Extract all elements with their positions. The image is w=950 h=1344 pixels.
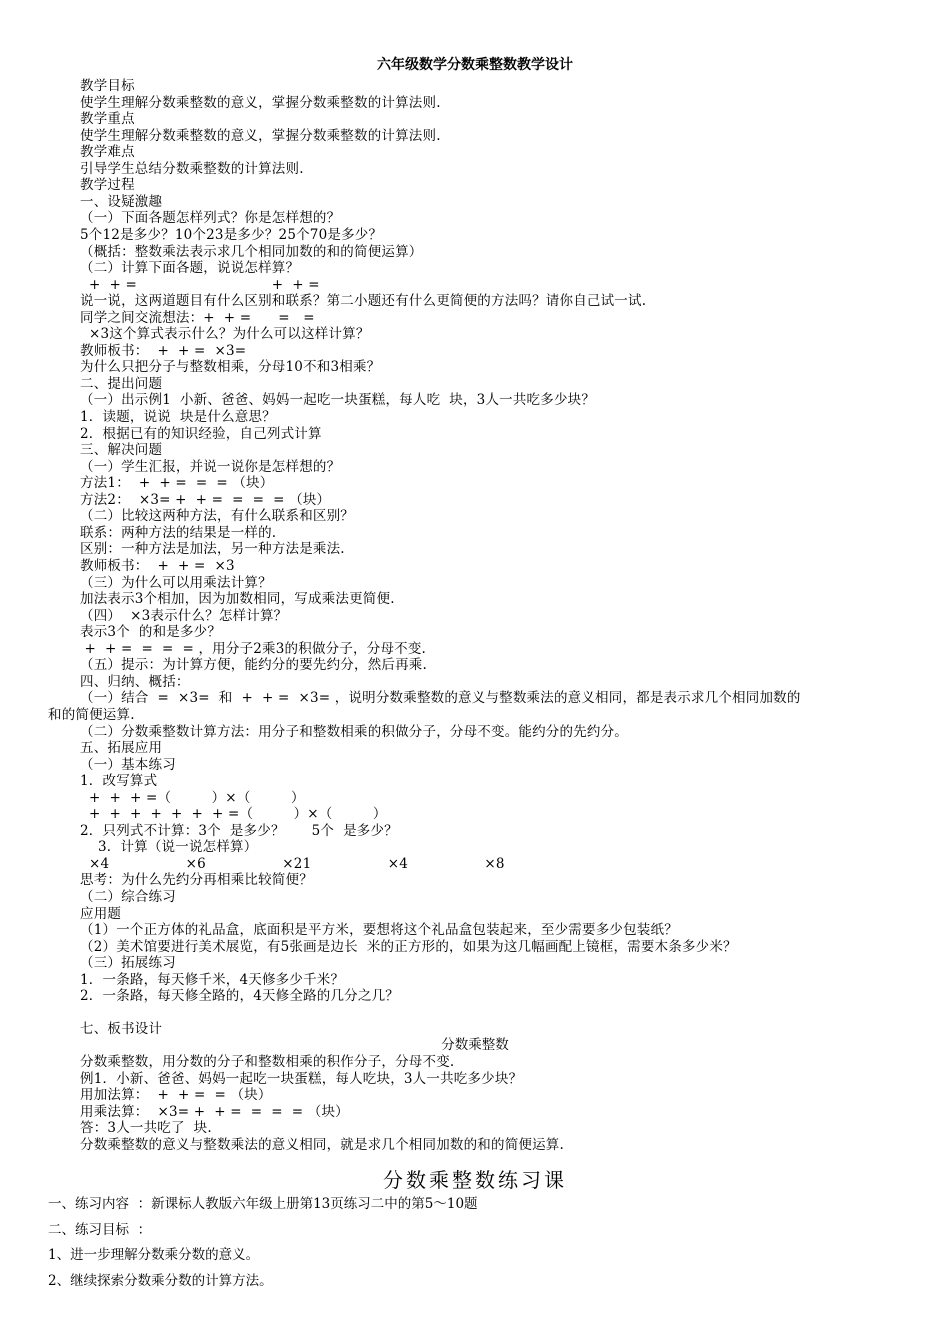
body-line: 教学重点: [80, 111, 135, 128]
body-line: （一）结合 = ×3= 和 + + = ×3= ，说明分数乘整数的意义与整数乘法的意义相同，都是表示求几个相同加数的: [80, 690, 801, 707]
body-line: 二、提出问题: [80, 375, 163, 392]
body-line: 七、板书设计: [80, 1020, 163, 1037]
body-line: + + = = = = ，用分子2乘3的积做分子，分母不变.: [80, 640, 427, 657]
body-line: 2．只列式不计算：3个 是多少？ 5个 是多少？: [80, 822, 398, 839]
body-line: 教师板书： + + = ×3=: [80, 342, 247, 359]
body-line: 用乘法算： ×3= + + = = = = （块）: [80, 1103, 349, 1120]
body-line: （概括：整数乘法表示求几个相同加数的和的简便运算）: [80, 243, 423, 260]
body-line: 1．读题，说说 块是什么意思？: [80, 409, 276, 425]
body-line: ×4 ×6 ×21 ×4 ×8: [80, 855, 505, 872]
body-line: 为什么只把分子与整数相乘，分母10不和3相乘？: [80, 359, 381, 376]
body-line: （五）提示：为计算方便，能约分的要先约分，然后再乘.: [80, 657, 427, 674]
body-line: （二）分数乘整数计算方法：用分子和整数相乘的积做分子，分母不变。能约分的先约分。: [80, 723, 628, 740]
lesson2-goal-1: 1、进一步理解分数乘分数的意义。: [48, 1247, 260, 1263]
body-line: + + + + + + + =（ ）×（ ）: [80, 806, 387, 823]
body-line: （1）一个正方体的礼品盒，底面积是平方米，要想将这个礼品盒包装起来，至少需要多少包装纸？: [80, 922, 678, 939]
body-line: 四、归纳、概括：: [80, 673, 190, 690]
body-line: 2．根据已有的知识经验，自己列式计算: [80, 425, 322, 442]
body-line: 方法1： + + = = = （块）: [80, 475, 274, 492]
lesson2-heading: 分数乘整数练习课: [383, 1168, 567, 1192]
body-line: 说一说，这两道题目有什么区别和联系？第二小题还有什么更简便的方法吗？请你自己试一试.: [80, 293, 647, 310]
lesson2-goal-label: 二、练习目标 ：: [48, 1222, 152, 1238]
body-line: 用加法算： + + = = （块）: [80, 1087, 272, 1103]
body-line: 教学目标: [80, 78, 135, 94]
body-line: 例1．小新、爸爸、妈妈一起吃一块蛋糕，每人吃块，3人一共吃多少块？: [80, 1070, 523, 1087]
body-line: 加法表示3个相加，因为加数相同，写成乘法更简便.: [80, 591, 395, 608]
body-line: 思考：为什么先约分再相乘比较简便？: [80, 872, 313, 889]
body-line: 5个12是多少？10个23是多少？25个70是多少？: [80, 227, 383, 243]
body-line: 答：3人一共吃了 块.: [80, 1120, 212, 1137]
body-line: 1．一条路，每天修千米，4天修多少千米？: [80, 971, 345, 988]
body-line: 分数乘整数，用分数的分子和整数相乘的积作分子，分母不变.: [80, 1053, 455, 1070]
body-line: （三）拓展练习: [80, 955, 176, 972]
body-line: （一）基本练习: [80, 756, 176, 773]
body-line: 1．改写算式: [80, 773, 158, 790]
body-line: （2）美术馆要进行美术展览，有5张画是边长 米的正方形的，如果为这几幅画配上镜框，需要木条多少米？: [80, 938, 737, 955]
body-line: 教学过程: [80, 177, 135, 194]
body-line: 教学难点: [80, 144, 135, 161]
body-line: + + = + + =: [80, 276, 320, 293]
body-line: （一）下面各题怎样列式？你是怎样想的？: [80, 210, 341, 227]
body-line: 应用题: [80, 905, 122, 922]
body-line: （二）计算下面各题，说说怎样算？: [80, 260, 300, 277]
body-line: 分数乘整数的意义与整数乘法的意义相同，就是求几个相同加数的和的简便运算.: [80, 1136, 564, 1153]
body-line: （三）为什么可以用乘法计算？: [80, 574, 272, 591]
body-line: 2．一条路，每天修全路的，4天修全路的几分之几？: [80, 988, 399, 1005]
body-line: + + + =（ ）×（ ）: [80, 789, 305, 806]
body-line: （一）出示例1 小新、爸爸、妈妈一起吃一块蛋糕，每人吃 块，3人一共吃多少块？: [80, 392, 596, 409]
body-line: 使学生理解分数乘整数的意义，掌握分数乘整数的计算法则.: [80, 127, 441, 144]
body-line: （四） ×3表示什么？怎样计算？: [80, 607, 288, 624]
body-line: 区别：一种方法是加法，另一种方法是乘法.: [80, 541, 345, 558]
document-title: 六年级数学分数乘整数教学设计: [377, 57, 573, 73]
lesson2-goal-2: 2、继续探索分数乘分数的计算方法。: [48, 1273, 273, 1289]
body-line: 教师板书： + + = ×3: [80, 558, 235, 574]
body-line: 使学生理解分数乘整数的意义，掌握分数乘整数的计算法则.: [80, 94, 441, 111]
body-line: ×3这个算式表示什么？为什么可以这样计算？: [80, 326, 370, 343]
body-line: 方法2： ×3= + + = = = = （块）: [80, 491, 331, 508]
body-line: （二）综合练习: [80, 889, 176, 905]
lesson2-content: 一、练习内容 ：新课标人教版六年级上册第13页练习二中的第5～10题: [48, 1196, 478, 1212]
body-line: 一、设疑激趣: [80, 193, 163, 210]
body-line: 同学之间交流想法：+ + = = =: [80, 309, 315, 326]
body-line: 引导学生总结分数乘整数的计算法则.: [80, 160, 304, 177]
body-line: （一）学生汇报，并说一说你是怎样想的？: [80, 458, 341, 475]
body-line: 表示3个 的和是多少？: [80, 624, 222, 641]
body-line: 3．计算（说一说怎样算）: [80, 839, 258, 856]
body-line: 五、拓展应用: [80, 740, 163, 756]
body-line: （二）比较这两种方法，有什么联系和区别？: [80, 508, 354, 525]
body-line: 三、解决问题: [80, 442, 163, 459]
body-line: 联系：两种方法的结果是一样的.: [80, 524, 277, 541]
board-title: 分数乘整数: [441, 1037, 509, 1054]
body-line: 和的简便运算.: [48, 706, 135, 723]
